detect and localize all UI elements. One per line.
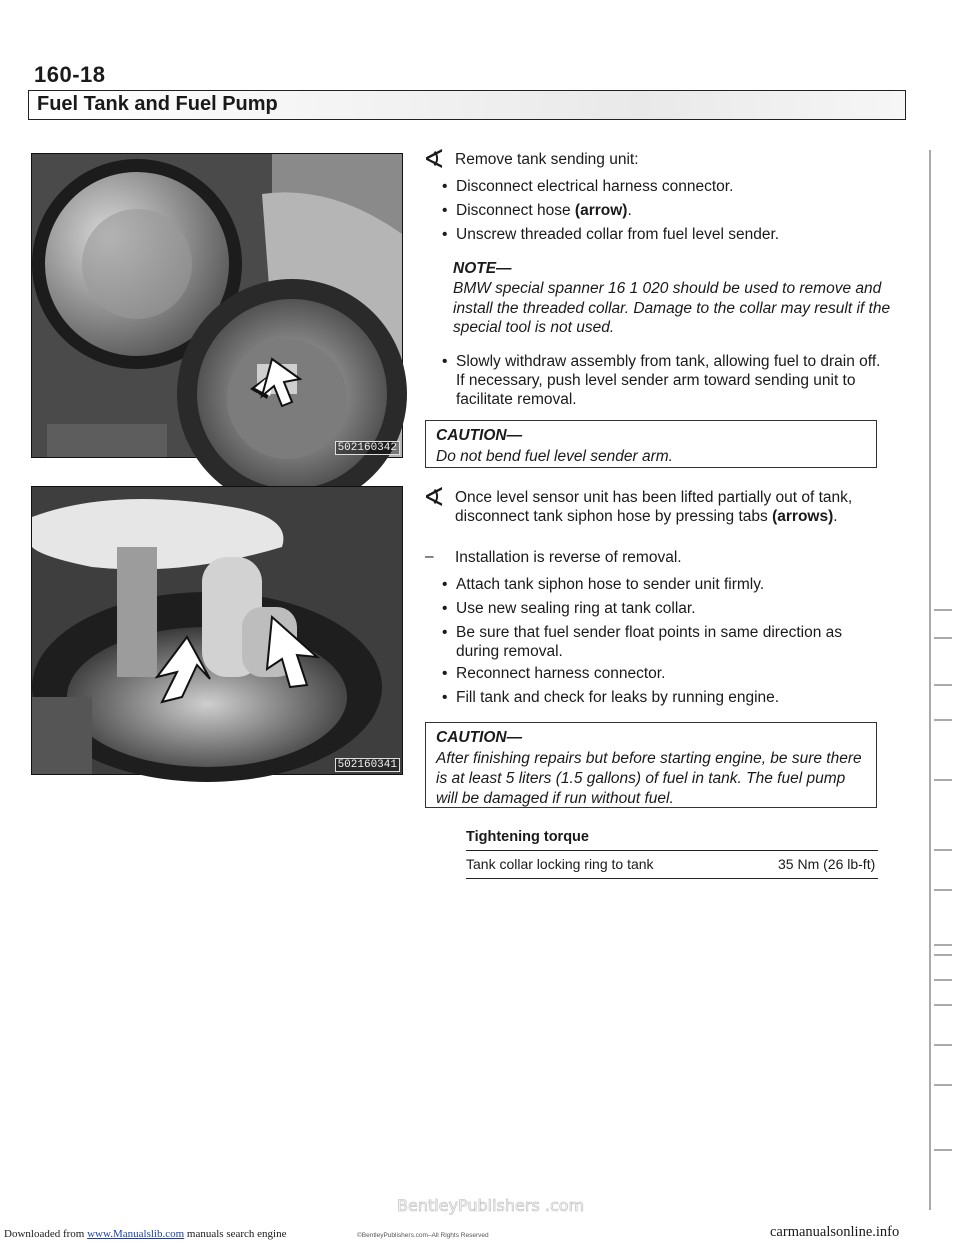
- watermark-rights: ©BentleyPublishers.com–All Rights Reserved: [357, 1232, 489, 1239]
- note-body: BMW special spanner 16 1 020 should be used to remove and install the threaded collar. Damage to the collar may result if the special tool is not used.: [453, 280, 891, 336]
- section-title: Fuel Tank and Fuel Pump: [37, 93, 278, 115]
- caution-box: [425, 722, 877, 808]
- bullet-text: Slowly withdraw assembly from tank, allowing fuel to drain off. If necessary, push level sender arm toward sending unit to facilitate removal.: [456, 353, 881, 408]
- bullet-icon: •: [442, 576, 448, 593]
- svg-text:BentleyPublishers .com: BentleyPublishers .com: [397, 1196, 585, 1215]
- step-text: Once level sensor unit has been lifted partially out of tank, disconnect tank siphon hose by pressing tabs (arrows).: [455, 489, 853, 525]
- caution-heading: CAUTION—: [436, 729, 523, 746]
- step-pointer-icon: ∢: [423, 482, 445, 512]
- torque-item: Tank collar locking ring to tank: [466, 856, 654, 872]
- caution-body: Do not bend fuel level sender arm.: [436, 448, 673, 465]
- bullet-text: Use new sealing ring at tank collar.: [456, 600, 696, 617]
- photo-code: 502160341: [335, 758, 400, 772]
- torque-title: Tightening torque: [466, 829, 589, 845]
- step-pointer-icon: ∢: [423, 144, 445, 174]
- bullet-text: Unscrew threaded collar from fuel level sender.: [456, 226, 780, 243]
- bullet-icon: •: [442, 178, 448, 195]
- dash-marker: –: [425, 548, 434, 565]
- bullet-icon: •: [442, 202, 448, 219]
- bullet-icon: •: [442, 665, 448, 682]
- bentley-watermark-logo: [395, 1195, 585, 1227]
- margin-tick-marks: [906, 130, 960, 1230]
- download-footer: [4, 1228, 286, 1240]
- note-heading: NOTE—: [453, 260, 512, 277]
- caution-heading: CAUTION—: [436, 427, 523, 444]
- divider: [466, 850, 878, 851]
- photo-code: 502160342: [335, 441, 400, 455]
- bullet-icon: •: [442, 689, 448, 706]
- bullet-text: Be sure that fuel sender float points in same direction as during removal.: [456, 624, 842, 660]
- bullet-text: Disconnect hose (arrow).: [456, 202, 632, 219]
- step-text: Remove tank sending unit:: [455, 151, 639, 168]
- footer-prefix: Downloaded from: [4, 1228, 85, 1240]
- divider: [466, 878, 878, 879]
- photo-siphon-hose: [31, 486, 403, 775]
- bullet-icon: •: [442, 624, 448, 641]
- page-number: 160-18: [34, 62, 106, 87]
- section-header: [28, 90, 906, 120]
- footer-suffix: manuals search engine: [186, 1228, 287, 1240]
- caution-box: [425, 420, 877, 468]
- bullet-text: Attach tank siphon hose to sender unit firmly.: [456, 576, 765, 593]
- bullet-icon: •: [442, 226, 448, 243]
- bullet-icon: •: [442, 600, 448, 617]
- step-text: Installation is reverse of removal.: [455, 549, 682, 566]
- carmanuals-link[interactable]: carmanualsonline.info: [770, 1224, 900, 1240]
- bullet-text: Disconnect electrical harness connector.: [456, 178, 734, 195]
- caution-body: After finishing repairs but before starting engine, be sure there is at least 5 liters (1.5 gallons) of fuel in tank. The fuel pump will be damaged if run without fuel.: [436, 750, 862, 807]
- photo-tank-sending-unit: [31, 153, 403, 458]
- bullet-text: Fill tank and check for leaks by running engine.: [456, 689, 780, 706]
- torque-value: 35 Nm (26 lb-ft): [778, 856, 876, 872]
- manualslib-link[interactable]: www.Manualslib.com: [87, 1228, 185, 1240]
- bullet-text: Reconnect harness connector.: [456, 665, 666, 682]
- bullet-icon: •: [442, 353, 448, 370]
